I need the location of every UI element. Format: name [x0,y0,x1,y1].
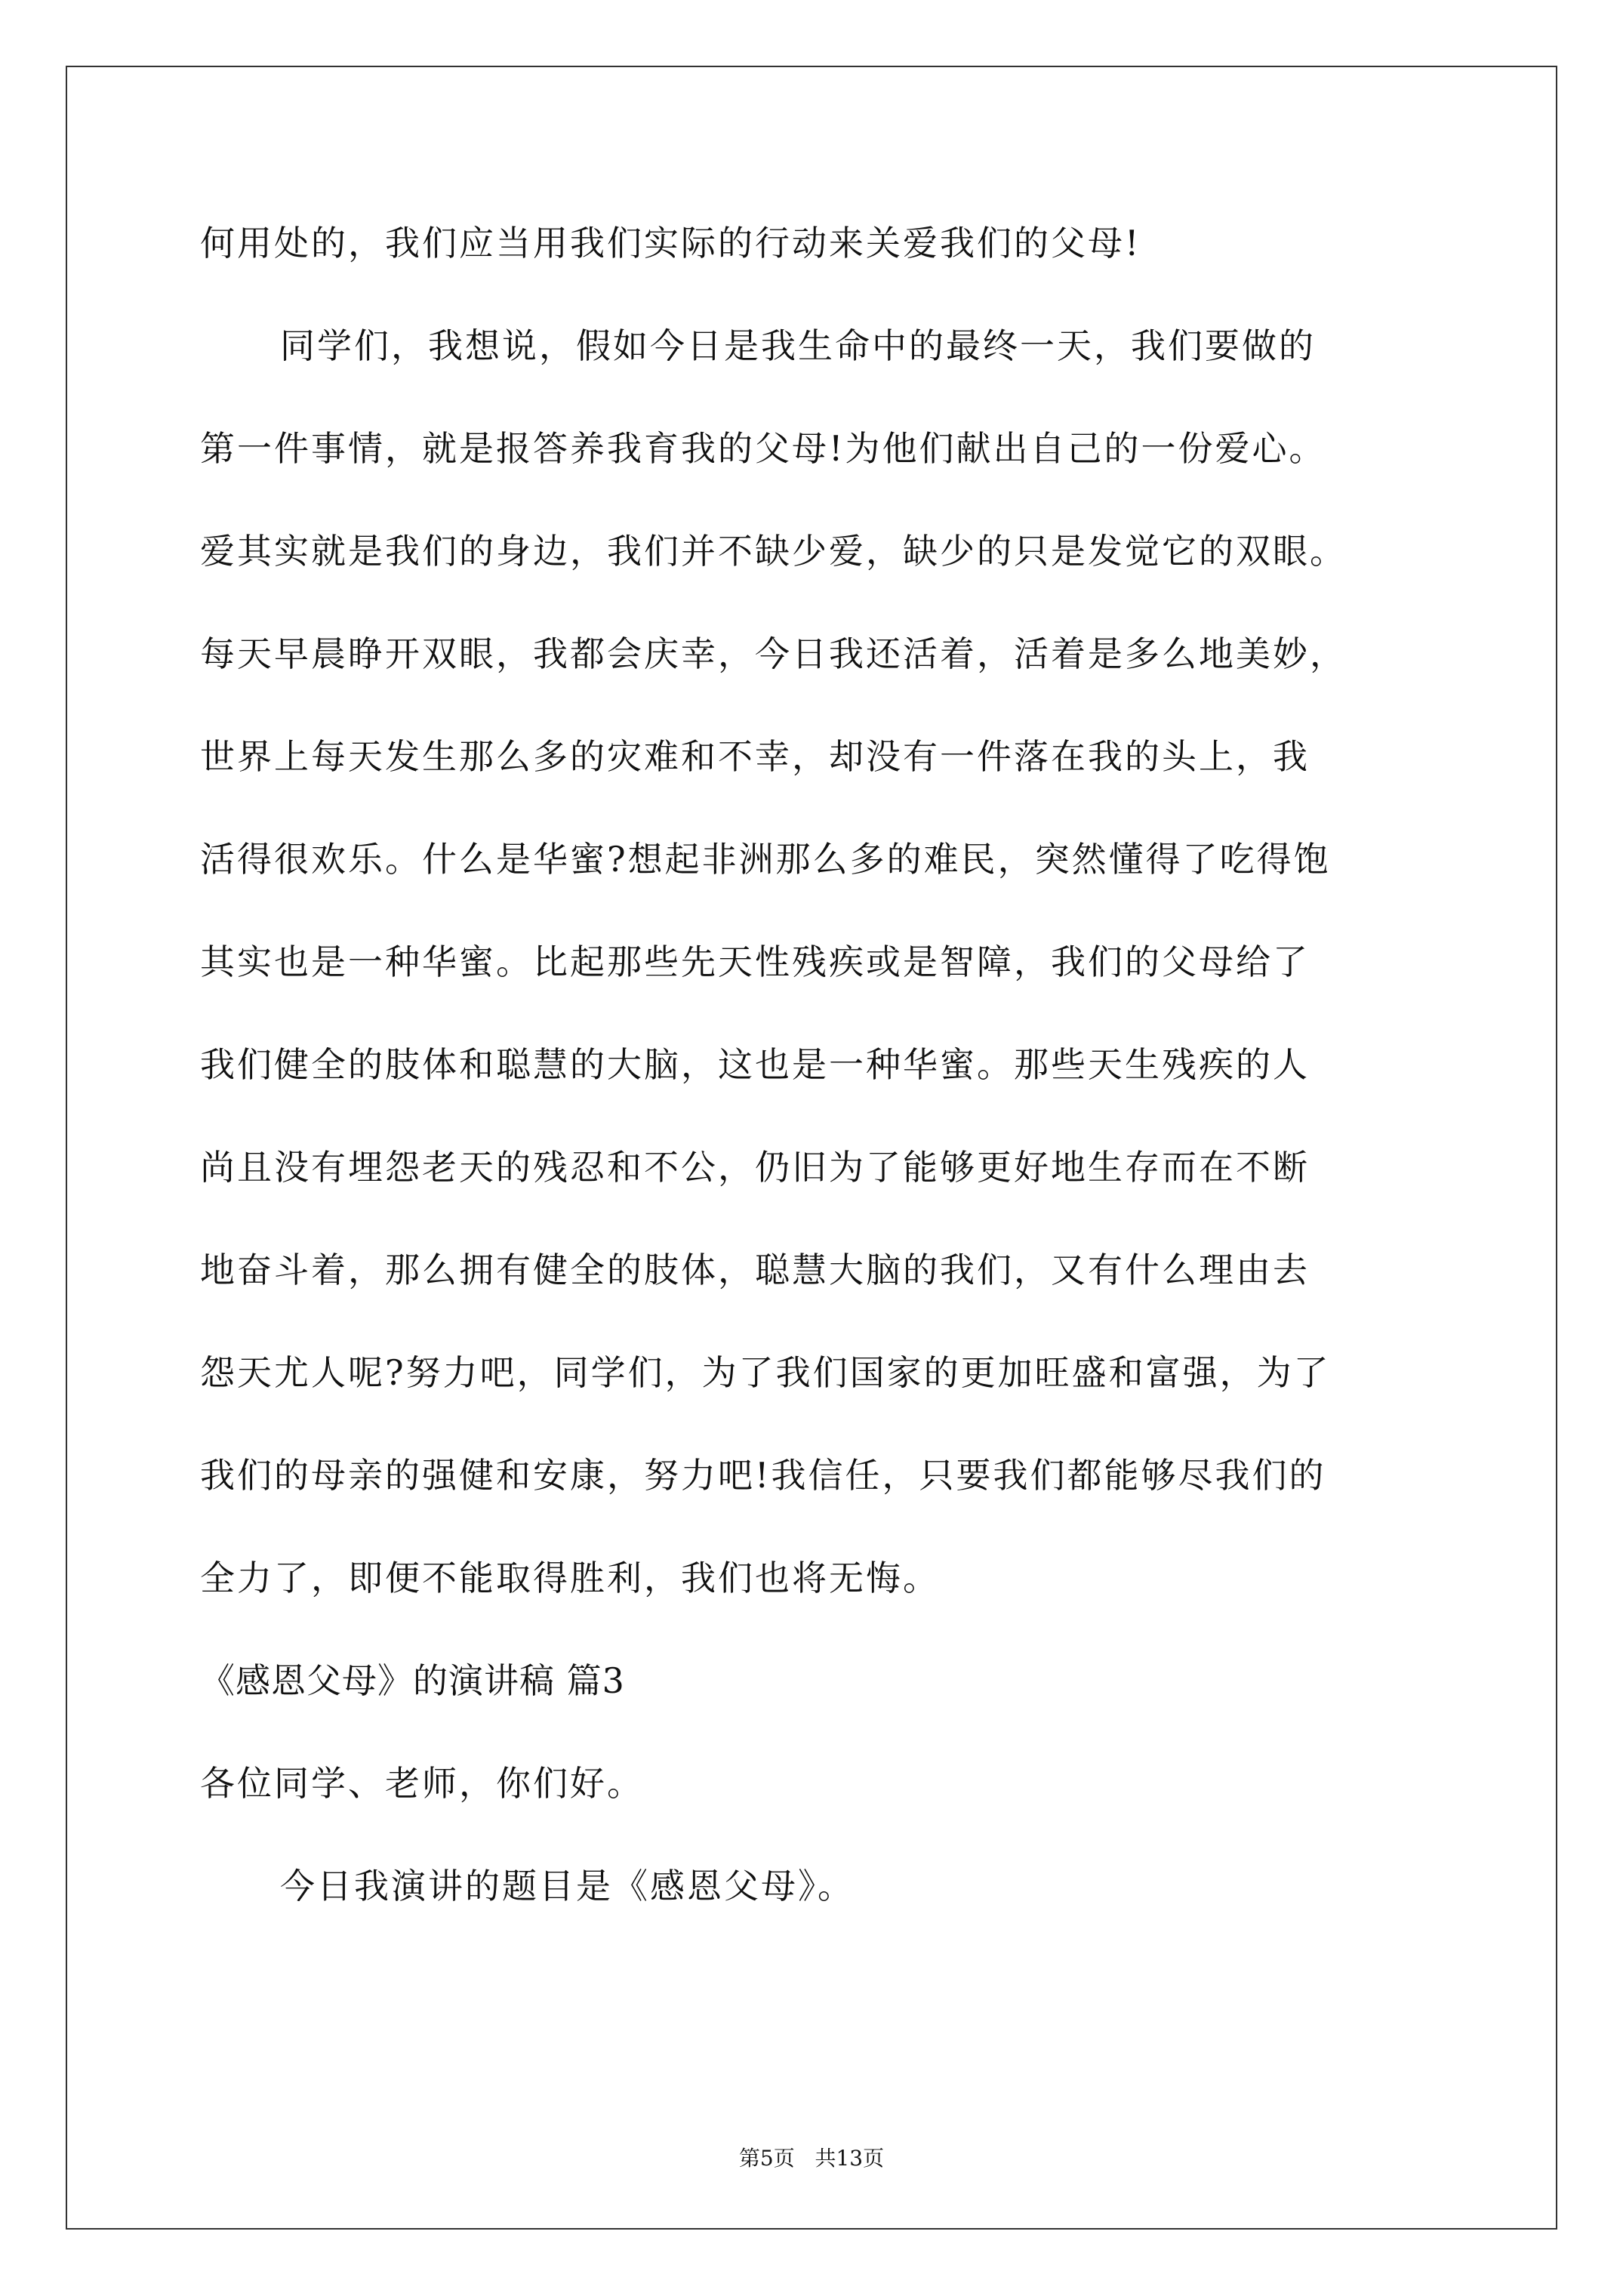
paragraph-line: 何用处的，我们应当用我们实际的行动来关爱我们的父母! [200,223,1141,264]
page-number-footer: 第5页 共13页 [738,2146,885,2171]
paragraph-line: 其实也是一种华蜜。比起那些先天性残疾或是智障，我们的父母给了 [200,942,1310,982]
paragraph-line: 世界上每天发生那么多的灾难和不幸，却没有一件落在我的头上，我 [200,736,1310,777]
paragraph-line: 第一件事情，就是报答养我育我的父母!为他们献出自己的一份爱心。 [200,428,1326,469]
paragraph-line: 尚且没有埋怨老天的残忍和不公，仍旧为了能够更好地生存而在不断 [200,1147,1310,1188]
paragraph-line: 活得很欢乐。什么是华蜜?想起非洲那么多的难民，突然懂得了吃得饱 [200,839,1331,880]
paragraph-line: 全力了，即便不能取得胜利，我们也将无悔。 [200,1558,940,1598]
document-body [200,219,1446,1965]
paragraph-line: 同学们，我想说，假如今日是我生命中的最终一天，我们要做的 [280,325,1316,366]
greeting-line: 各位同学、老师，你们好。 [200,1763,644,1804]
paragraph-line: 地奋斗着，那么拥有健全的肢体，聪慧大脑的我们，又有什么理由去 [200,1250,1310,1290]
section-heading: 《感恩父母》的演讲稿 篇3 [200,1660,625,1701]
paragraph-line: 我们健全的肢体和聪慧的大脑，这也是一种华蜜。那些天生残疾的人 [200,1044,1310,1085]
paragraph-line: 爱其实就是我们的身边，我们并不缺少爱，缺少的只是发觉它的双眼。 [200,531,1347,572]
paragraph-line: 怨天尤人呢?努力吧，同学们，为了我们国家的更加旺盛和富强，为了 [200,1352,1331,1393]
paragraph-line: 每天早晨睁开双眼，我都会庆幸，今日我还活着，活着是多么地美妙， [200,633,1347,674]
topic-line: 今日我演讲的题目是《感恩父母》。 [280,1866,855,1906]
paragraph-line: 我们的母亲的强健和安康，努力吧!我信任，只要我们都能够尽我们的 [200,1455,1326,1496]
